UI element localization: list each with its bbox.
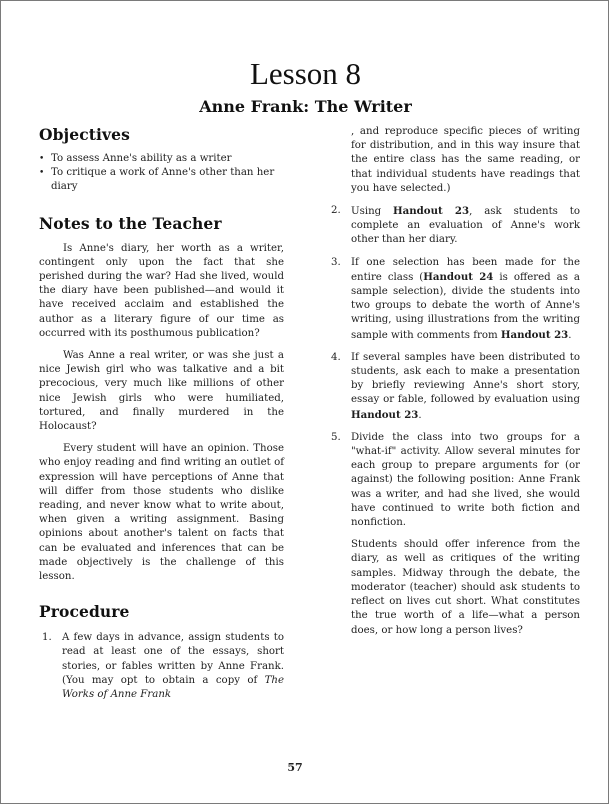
objective-item xyxy=(39,152,284,166)
step-text: If several samples have been distributed to students, ask each to make a presentation by briefly reviewing Anne's short story, essay or fable, followed by evaluation using xyxy=(351,351,580,406)
step-text: Divide the class into two groups for a "what-if" activity. Allow several minutes for each group to prepare arguments for (or against) the following position: Anne Frank was a writer, and had she lived, she would have continued to write both fiction and nonfiction. xyxy=(351,431,580,529)
step-continuation-text: Students should offer inference from the diary, as well as critiques of the writing samples. Midway through the debate, the moderator (teacher) should ask students to reflect on lives cut short. What constitutes the true worth of a life—what a person does, or how long a person lives? xyxy=(351,539,580,636)
step-text-continued: , and reproduce specific pieces of writing for distribution, and in this way insure that the entire class has the same reading, or that individual students have readings that you have selected.) xyxy=(351,126,580,194)
objective-text: To assess Anne's ability as a writer xyxy=(51,153,232,164)
bullet-icon: • xyxy=(39,154,45,164)
step-text: is offered as a sample selection), divide the students into two groups to debate the worth of Anne's writing, using illustrations from the writing sample with comments from xyxy=(351,271,580,341)
handout-reference: Handout 24 xyxy=(423,270,494,283)
procedure-heading: Procedure xyxy=(39,602,130,622)
procedure-step-5 xyxy=(328,431,580,530)
objective-text: To critique a work of Anne's other than her diary xyxy=(51,167,275,193)
step-text: If one selection has been made for the entire class ( xyxy=(351,256,580,283)
notes-paragraph: Is Anne's diary, her worth as a writer, contingent only upon the fact that she perished during the war? Had she lived, would the diary have been published—and would it have received acclaim and established the author as a literary figure of our time as occurred with its posthumous publication? xyxy=(39,242,284,339)
procedure-steps-right xyxy=(328,125,580,530)
step-number: 4. xyxy=(331,351,341,363)
step-text: . xyxy=(568,329,572,341)
handout-reference: Handout 23 xyxy=(393,205,470,218)
procedure-section xyxy=(39,602,284,702)
objective-item xyxy=(39,166,284,194)
procedure-step-4 xyxy=(328,351,580,423)
procedure-step-1-continued xyxy=(328,125,580,196)
notes-heading: Notes to the Teacher xyxy=(39,213,222,233)
step-number: 1. xyxy=(42,632,52,644)
step-number: 3. xyxy=(331,256,341,268)
step-text: Using xyxy=(351,206,394,218)
handout-reference: Handout 23 xyxy=(351,408,419,421)
handout-reference: Handout 23 xyxy=(500,328,569,341)
objectives-section xyxy=(39,125,284,195)
lesson-title: Lesson 8 xyxy=(249,56,362,91)
step-number: 5. xyxy=(331,431,341,443)
notes-to-teacher-section xyxy=(39,214,284,585)
objectives-heading: Objectives xyxy=(39,125,130,144)
bullet-icon: • xyxy=(39,168,45,179)
step-text: . xyxy=(418,409,422,421)
procedure-step-5-continuation xyxy=(328,538,580,637)
book-title-text: The Works of Anne Frank xyxy=(62,674,284,701)
notes-paragraph: Every student will have an opinion. Those who enjoy reading and find writing an outlet of expression will have perceptions of Anne that will differ from those students who dislike reading, and never know what to write about, when given a writing assignment. Basing opinions about another's talent on facts that can be evaluated and inferences that can be made objectively is the challenge of this lesson. xyxy=(39,443,284,583)
procedure-step-3 xyxy=(328,256,580,343)
objectives-list xyxy=(39,152,284,195)
procedure-step-2 xyxy=(328,204,580,248)
lesson-subtitle: Anne Frank: The Writer xyxy=(199,97,412,116)
step-number: 2. xyxy=(331,205,341,217)
left-column xyxy=(39,125,284,710)
step-text: , ask students to complete an evaluation of Anne's work other than her diary. xyxy=(351,206,580,246)
procedure-step-1 xyxy=(39,631,284,702)
right-column xyxy=(328,125,580,646)
step-text: A few days in advance, assign students to read at least one of the essays, short stories, or fables written by Anne Frank. (You may opt to obtain a copy of xyxy=(62,632,284,686)
notes-paragraph: Was Anne a real writer, or was she just a nice Jewish girl who was talkative and a bit precocious, very much like millions of other nice Jewish girls who were humiliated, tortured, and finally murdered in the Holocaust? xyxy=(39,350,284,433)
procedure-steps-left xyxy=(39,631,284,702)
page-number: 57 xyxy=(287,761,303,774)
